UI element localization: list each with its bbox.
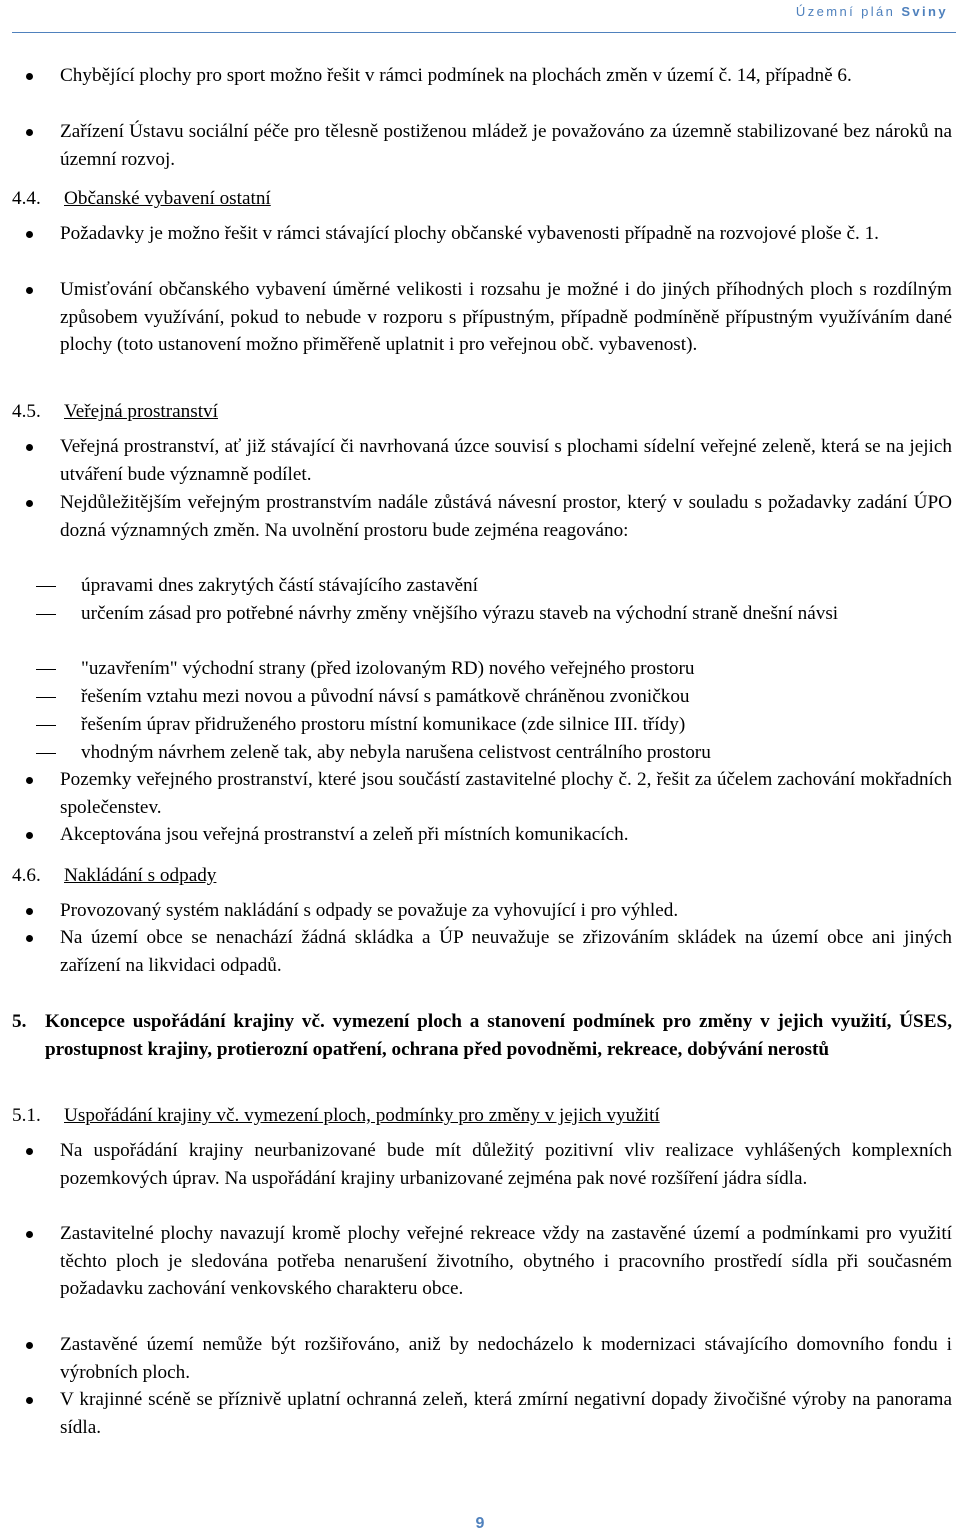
dash-icon bbox=[36, 725, 56, 726]
bullet-icon bbox=[26, 444, 33, 451]
bullet-icon bbox=[26, 1397, 33, 1404]
header-rule bbox=[12, 32, 956, 33]
list-item-text: Chybějící plochy pro sport možno řešit v rámci podmínek na plochách změn v území č. 14, případně 6. bbox=[60, 65, 852, 86]
section-number: 4.5. bbox=[12, 401, 41, 422]
dash-item-text: řešením vztahu mezi novou a původní návsí s památkově chráněnou zvoničkou bbox=[81, 686, 690, 707]
bullet-icon bbox=[26, 1231, 33, 1238]
list-item-text: Zařízení Ústavu sociální péče pro tělesně postiženou mládež je považováno za územně stabilizované bez nároků na územní rozvoj. bbox=[60, 121, 952, 170]
dash-item-text: "uzavřením" východní strany (před izolovaným RD) nového veřejného prostoru bbox=[81, 658, 695, 679]
list-item-text: Na uspořádání krajiny neurbanizované bude mít důležitý pozitivní vliv realizace vyhlášených komplexních pozemkových úprav. Na uspořádání krajiny urbanizované zejména pak nové rozšíření jádra sídla. bbox=[60, 1140, 952, 1189]
bullet-icon bbox=[26, 73, 33, 80]
list-item-text: Pozemky veřejného prostranství, které jsou součástí zastavitelné plochy č. 2, řešit za účelem zachování mokřadních společenstev. bbox=[60, 769, 952, 818]
bullet-icon bbox=[26, 832, 33, 839]
list-item-text: Požadavky je možno řešit v rámci stávající plochy občanské vybavenosti případně na rozvojové ploše č. 1. bbox=[60, 223, 879, 244]
list-item-text: Zastavitelné plochy navazují kromě plochy veřejné rekreace vždy na zastavěné území a podmínkami pro využití těchto ploch je sledována potřeba nenarušení životního, obytného i pracovního prostředí sídla při současném požadavku zachování venkovského charakteru obce. bbox=[60, 1223, 952, 1300]
bullet-icon bbox=[26, 287, 33, 294]
list-item-text: Akceptována jsou veřejná prostranství a zeleň při místních komunikacích. bbox=[60, 824, 629, 845]
list-item-text: V krajinné scéně se příznivě uplatní ochranná zeleň, která zmírní negativní dopady živočišné výroby na panorama sídla. bbox=[60, 1389, 952, 1438]
dash-icon bbox=[36, 697, 56, 698]
dash-item-text: vhodným návrhem zeleně tak, aby nebyla narušena celistvost centrálního prostoru bbox=[81, 742, 711, 763]
section-title: Veřejná prostranství bbox=[64, 401, 218, 422]
bullet-icon bbox=[26, 935, 33, 942]
bullet-icon bbox=[26, 908, 33, 915]
dash-item-text: řešením úprav přidruženého prostoru místní komunikace (zde silnice III. třídy) bbox=[81, 714, 686, 735]
dash-item-text: určením zásad pro potřebné návrhy změny vnějšího výrazu staveb na východní straně dnešní návsi bbox=[81, 603, 839, 624]
list-item-text: Na území obce se nenachází žádná skládka a ÚP neuvažuje se zřizováním skládek na území obce ani jiných zařízení na likvidaci odpadů. bbox=[60, 927, 952, 976]
dash-item-text: úpravami dnes zakrytých částí stávajícího zastavění bbox=[81, 575, 478, 596]
dash-icon bbox=[36, 614, 56, 615]
page-number: 9 bbox=[475, 1515, 485, 1532]
bullet-icon bbox=[26, 1148, 33, 1155]
bullet-icon bbox=[26, 129, 33, 136]
list-item-text: Provozovaný systém nakládání s odpady se považuje za vyhovující i pro výhled. bbox=[60, 900, 679, 921]
bullet-icon bbox=[26, 777, 33, 784]
section-number: 4.4. bbox=[12, 188, 41, 209]
dash-icon bbox=[36, 586, 56, 587]
dash-icon bbox=[36, 669, 56, 670]
bullet-icon bbox=[26, 231, 33, 238]
section-number: 4.6. bbox=[12, 865, 41, 886]
list-item-text: Veřejná prostranství, ať již stávající či navrhovaná úzce souvisí s plochami sídelní veřejné zeleně, která se na jejich utváření bude významně podílet. bbox=[60, 436, 952, 485]
list-item-text: Nejdůležitějším veřejným prostranstvím nadále zůstává návesní prostor, který v souladu s požadavky zadání ÚPO dozná významných změn. Na uvolnění prostoru bude zejména reagováno: bbox=[60, 492, 952, 541]
header-title-prefix: Územní plán bbox=[795, 4, 896, 19]
section-title: Uspořádání krajiny vč. vymezení ploch, podmínky pro změny v jejich využití bbox=[64, 1105, 660, 1126]
list-item-text: Umisťování občanského vybavení úměrné velikosti i rozsahu je možné i do jiných příhodných ploch s rozdílným způsobem využívání, pokud to nebude v rozporu s přípustným, případně podmíněně přípustným využíváním dané plochy (toto ustanovení možno přiměřeně uplatnit i pro veřejnou obč. vybavenost). bbox=[60, 279, 952, 356]
header-title-place: Sviny bbox=[901, 4, 948, 19]
dash-icon bbox=[36, 753, 56, 754]
chapter-title: Koncepce uspořádání krajiny vč. vymezení ploch a stanovení podmínek pro změny v jejich využití, ÚSES, prostupnost krajiny, protierozní opatření, ochrana před povodněmi, rekreace, dobývání nerostů bbox=[45, 1011, 952, 1060]
list-item-text: Zastavěné území nemůže být rozšiřováno, aniž by nedocházelo k modernizaci stávajícího domovního fondu i výrobních ploch. bbox=[60, 1334, 952, 1383]
bullet-icon bbox=[26, 500, 33, 507]
chapter-number: 5. bbox=[12, 1011, 27, 1032]
section-title: Občanské vybavení ostatní bbox=[64, 188, 271, 209]
running-header bbox=[796, 3, 948, 21]
section-number: 5.1. bbox=[12, 1105, 41, 1126]
bullet-icon bbox=[26, 1342, 33, 1349]
section-title: Nakládání s odpady bbox=[64, 865, 217, 886]
